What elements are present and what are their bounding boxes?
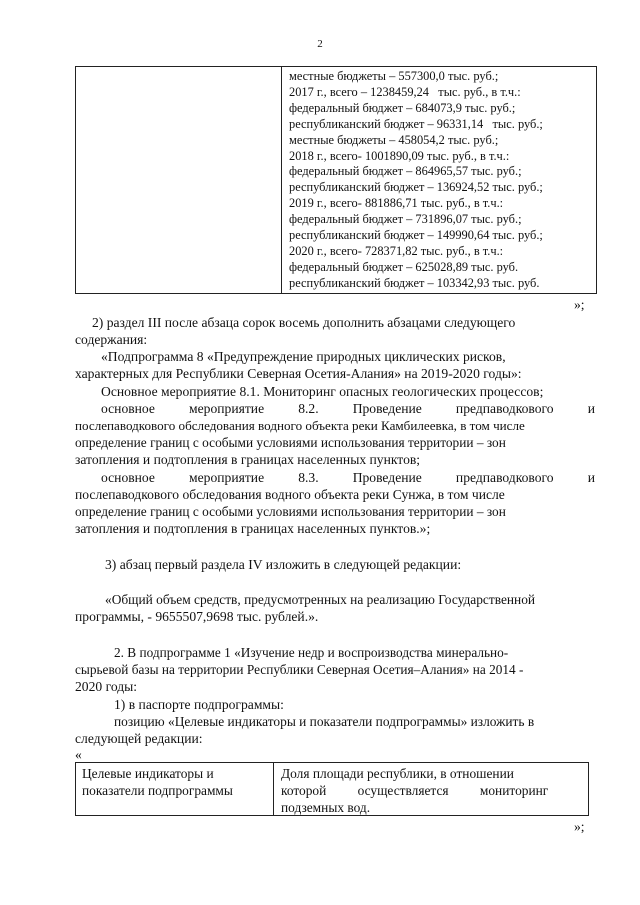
closing-quote: »; — [574, 819, 585, 834]
funding-line: 2017 г., всего – 1238459,24 тыс. руб., в т.ч.: — [289, 84, 521, 99]
measure-word: основное — [101, 401, 155, 416]
closing-quote: »; — [574, 297, 585, 312]
measure-word: и — [587, 401, 595, 416]
indicators-label-line: показатели подпрограммы — [82, 783, 233, 798]
item-2-paragraph-cont: содержания: — [75, 332, 148, 347]
item-3-paragraph: 3) абзац первый раздела IV изложить в следующей редакции: — [105, 557, 462, 572]
measure-8-2-line — [101, 400, 595, 417]
measure-word: основное — [101, 470, 155, 485]
indicators-value-line — [281, 765, 582, 782]
funding-line: федеральный бюджет – 731896,07 тыс. руб.; — [289, 212, 522, 227]
measure-word: Проведение — [352, 401, 422, 416]
subprogram-8-title-cont: характерных для Республики Северная Осетия-Алания» на 2019-2020 годы»: — [75, 366, 522, 381]
indicators-value-text: Доля площади республики, в отношении — [281, 766, 514, 781]
measure-word: 8.2. — [298, 401, 319, 416]
indicators-label-line: Целевые индикаторы и — [82, 766, 214, 781]
funding-line: федеральный бюджет – 684073,9 тыс. руб.; — [289, 100, 516, 115]
funding-line: 2018 г., всего- 1001890,09 тыс. руб., в т.ч.: — [289, 148, 510, 163]
subprogram-8-title: «Подпрограмма 8 «Предупреждение природных циклических рисков, — [101, 349, 506, 364]
section-2-paragraph-cont: 2020 годы: — [75, 679, 138, 694]
item-2-paragraph: 2) раздел III после абзаца сорок восемь дополнить абзацами следующего — [92, 315, 516, 330]
funding-line: 2020 г., всего- 728371,82 тыс. руб., в т.ч.: — [289, 243, 504, 258]
measure-word: предпаводкового — [455, 470, 554, 485]
funding-line: федеральный бюджет – 625028,89 тыс. руб. — [289, 259, 519, 274]
indicators-table — [75, 762, 589, 816]
total-funding-paragraph: «Общий объем средств, предусмотренных на реализацию Государственной — [105, 592, 536, 607]
funding-line: федеральный бюджет – 864965,57 тыс. руб.; — [289, 164, 522, 179]
measure-8-3-line — [101, 469, 595, 486]
measure-8-1: Основное мероприятие 8.1. Мониторинг опасных геологических процессов; — [101, 384, 544, 399]
section-2-paragraph-cont: сырьевой базы на территории Республики Северная Осетия–Алания» на 2014 - — [75, 662, 524, 677]
total-funding-paragraph-cont: программы, - 9655507,9698 тыс. рублей.». — [75, 609, 319, 624]
opening-quote: « — [75, 747, 82, 762]
funding-line: республиканский бюджет – 136924,52 тыс. руб.; — [289, 180, 543, 195]
table-column-divider — [281, 67, 282, 293]
measure-8-2-cont: послепаводкового обследования водного объекта реки Камбилеевка, в том числе — [75, 418, 525, 433]
position-paragraph: позицию «Целевые индикаторы и показатели подпрограммы» изложить в — [114, 714, 535, 729]
funding-line: республиканский бюджет – 103342,93 тыс. руб. — [289, 275, 540, 290]
indicators-value-cell — [281, 765, 582, 816]
funding-line: республиканский бюджет – 96331,14 тыс. руб.; — [289, 116, 543, 131]
measure-8-2-cont: затопления и подтопления в границах населенных пунктов; — [75, 452, 421, 467]
measure-8-3-cont: послепаводкового обследования водного объекта реки Сунжа, в том числе — [75, 487, 505, 502]
measure-8-2-cont: определение границ с особыми условиями использования территории – зон — [75, 435, 506, 450]
page-number: 2 — [317, 38, 323, 50]
passport-item: 1) в паспорте подпрограммы: — [114, 697, 284, 712]
funding-line: 2019 г., всего- 881886,71 тыс. руб., в т.ч.: — [289, 196, 504, 211]
section-2-paragraph: 2. В подпрограмме 1 «Изучение недр и воспроизводства минерально- — [114, 645, 509, 660]
funding-table — [75, 66, 597, 294]
funding-cell — [289, 69, 590, 292]
funding-line: местные бюджеты – 557300,0 тыс. руб.; — [289, 69, 499, 83]
funding-line: местные бюджеты – 458054,2 тыс. руб.; — [289, 132, 499, 147]
funding-line: республиканский бюджет – 149990,64 тыс. руб.; — [289, 228, 543, 243]
measure-word: Проведение — [352, 470, 422, 485]
measure-8-3-cont: определение границ с особыми условиями использования территории – зон — [75, 504, 506, 519]
position-paragraph-cont: следующей редакции: — [75, 731, 203, 746]
indicators-value-line: подземных вод. — [281, 800, 371, 815]
indicators-value-line: которой осуществляется мониторинг — [281, 783, 549, 798]
measure-word: и — [587, 470, 595, 485]
indicators-label-cell — [82, 765, 268, 799]
measure-word: мероприятие — [189, 470, 265, 485]
measure-8-3-cont: затопления и подтопления в границах населенных пунктов.»; — [75, 521, 431, 536]
measure-word: 8.3. — [298, 470, 319, 485]
table-column-divider — [273, 763, 274, 815]
measure-word: предпаводкового — [455, 401, 554, 416]
measure-word: мероприятие — [189, 401, 265, 416]
